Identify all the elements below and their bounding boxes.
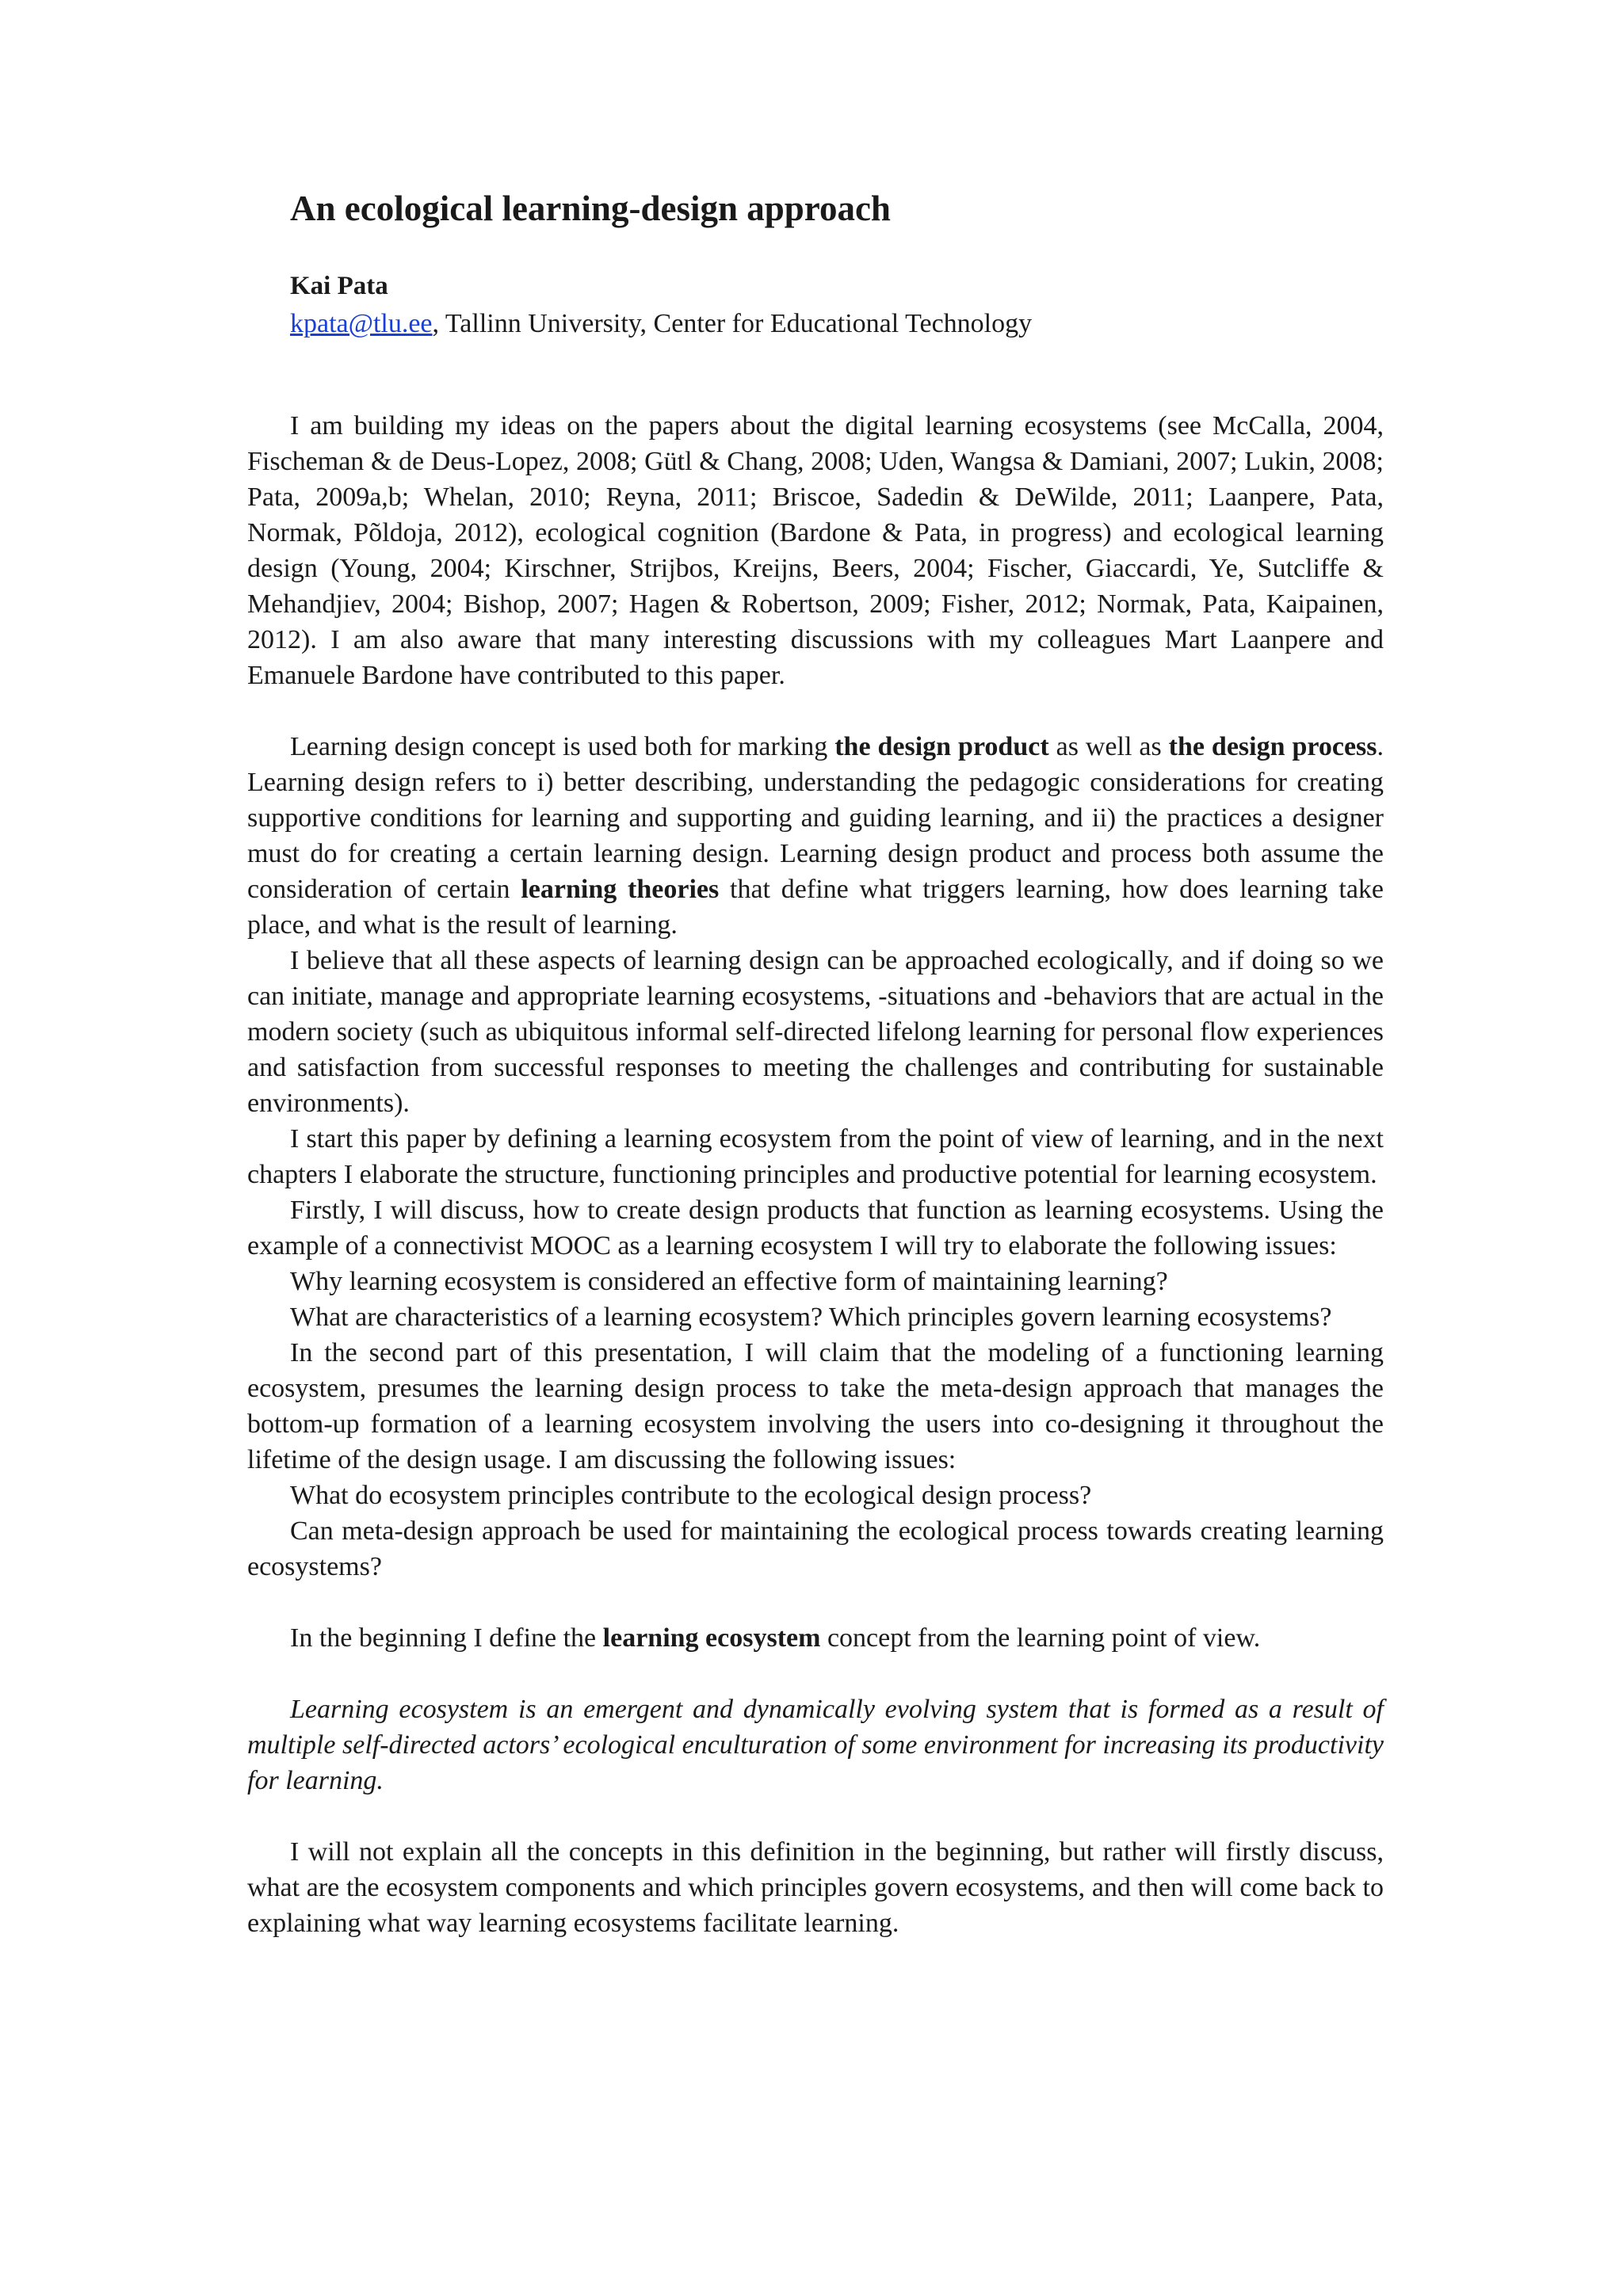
paragraph-firstly: Firstly, I will discuss, how to create design products that function as learning ecosystems. Using the example of a connectivist MOOC as a learning ecosystem I will try to elaborate the following issues:	[247, 1196, 1384, 1261]
paragraph-question-1: Why learning ecosystem is considered an effective form of maintaining learning?	[290, 1267, 1168, 1297]
text-run: . Learning design refers to i) better describing, understanding the pedagogic considerations for creating supportive conditions for learning and supporting and guiding learning, and ii) the practices a designer must do for creating a certain learning design. Learning design product and process both assume the consideration of certain	[247, 732, 1384, 905]
paragraph-definition: Learning ecosystem is an emergent and dynamically evolving system that is formed as a result of multiple self-directed actors’ ecological enculturation of some environment for increasing its productivity for learning.	[247, 1695, 1384, 1796]
author-email-link[interactable]: kpata@tlu.ee	[290, 308, 433, 338]
paragraph-belief: I believe that all these aspects of learning design can be approached ecologically, and if doing so we can initiate, manage and appropriate learning ecosystems, -situations and -behaviors that are actual in the modern society (such as ubiquitous informal self-directed lifelong learning for personal flow experiences and satisfaction from successful responses to meeting the challenges and contributing for sustainable environments).	[247, 946, 1384, 1119]
paragraph-start: I start this paper by defining a learning ecosystem from the point of view of learning, and in the next chapters I elaborate the structure, functioning principles and productive potential for learning ecosystem.	[247, 1124, 1384, 1190]
text-run: concept from the learning point of view.	[820, 1623, 1261, 1653]
paper-body	[247, 408, 1384, 1941]
bold-term-learning-ecosystem: learning ecosystem	[602, 1623, 821, 1653]
author-affiliation	[290, 307, 1384, 341]
bold-term-design-process: the design process	[1168, 732, 1377, 762]
paragraph-second-part: In the second part of this presentation, I will claim that the modeling of a functioning learning ecosystem, presumes the learning design process to take the meta-design approach that manages the bottom-up formation of a learning ecosystem involving the users into co-designing it throughout the lifetime of the design usage. I am discussing the following issues:	[247, 1338, 1384, 1475]
paper-page	[247, 187, 1384, 1941]
paragraph-question-4: Can meta-design approach be used for maintaining the ecological process towards creating learning ecosystems?	[247, 1516, 1384, 1582]
author-name: Kai Pata	[290, 272, 388, 300]
paper-title: An ecological learning-design approach	[290, 189, 891, 228]
bold-term-design-product: the design product	[834, 732, 1049, 762]
text-run: as well as	[1048, 732, 1169, 762]
bold-term-learning-theories: learning theories	[521, 875, 720, 905]
paragraph-learning-design	[247, 729, 1384, 943]
text-run: Learning design concept is used both for marking	[290, 732, 835, 762]
text-run: In the beginning I define the	[290, 1623, 603, 1653]
affiliation-text: , Tallinn University, Center for Educational Technology	[432, 308, 1033, 338]
text-run: that define what triggers learning, how does learning take place, and what is the result of learning.	[247, 875, 1384, 940]
paragraph-question-3: What do ecosystem principles contribute to the ecological design process?	[290, 1481, 1092, 1511]
paragraph-question-2: What are characteristics of a learning ecosystem? Which principles govern learning ecosystems?	[290, 1302, 1332, 1333]
paragraph-define	[247, 1620, 1384, 1656]
paragraph-intro: I am building my ideas on the papers about the digital learning ecosystems (see McCalla, 2004, Fischeman & de Deus-Lopez, 2008; Gütl & Chang, 2008; Uden, Wangsa & Damiani, 2007; Lukin, 2008; Pata, 2009a,b; Whelan, 2010; Reyna, 2011; Briscoe, Sadedin & DeWilde, 2011; Laanpere, Pata, Normak, Põldoja, 2012), ecological cognition (Bardone & Pata, in progress) and ecological learning design (Young, 2004; Kirschner, Strijbos, Kreijns, Beers, 2004; Fischer, Giaccardi, Ye, Sutcliffe & Mehandjiev, 2004; Bishop, 2007; Hagen & Robertson, 2009; Fisher, 2012; Normak, Pata, Kaipainen, 2012). I am also aware that many interesting discussions with my colleagues Mart Laanpere and Emanuele Bardone have contributed to this paper.	[247, 411, 1384, 691]
paragraph-conclusion: I will not explain all the concepts in this definition in the beginning, but rather will firstly discuss, what are the ecosystem components and which principles govern ecosystems, and then will come back to explaining what way learning ecosystems facilitate learning.	[247, 1837, 1384, 1939]
